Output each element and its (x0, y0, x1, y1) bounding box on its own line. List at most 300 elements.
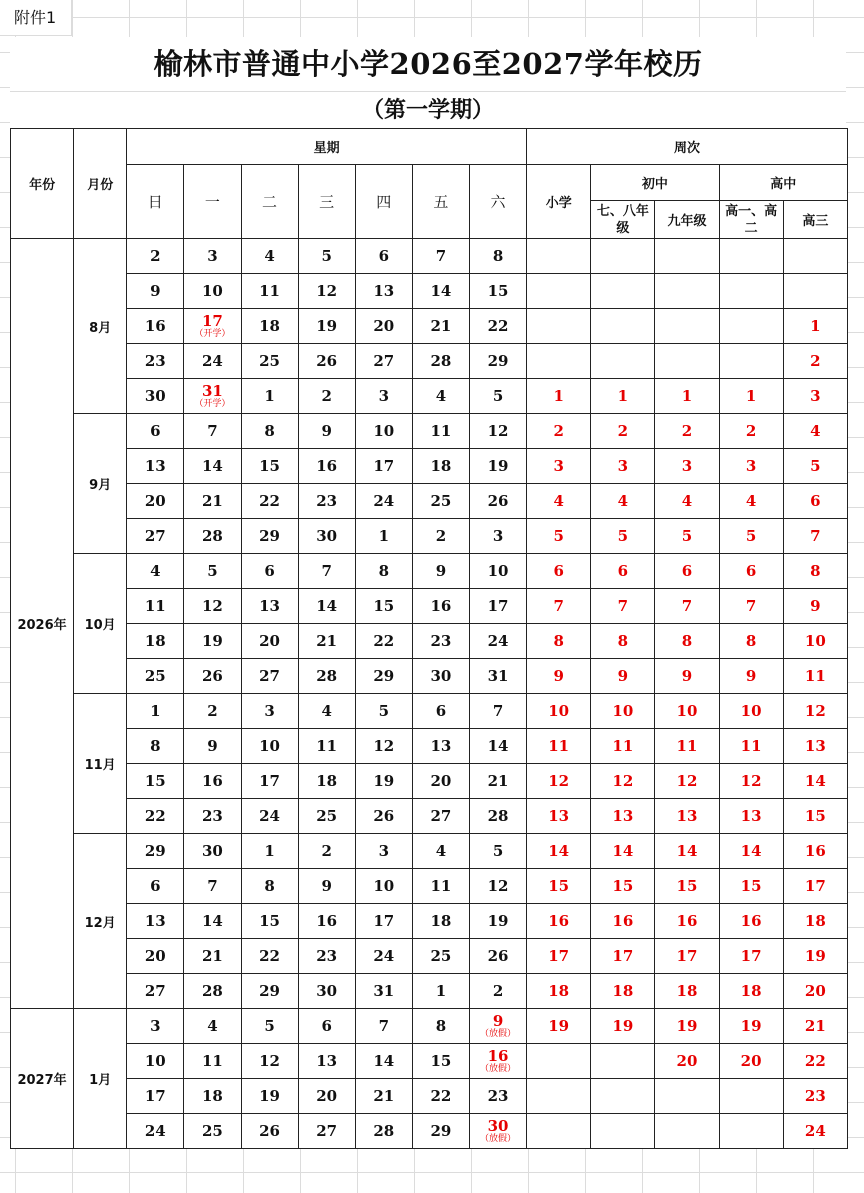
grade-10-11-week-number: 14 (719, 834, 783, 869)
primary-week-number (527, 1044, 591, 1079)
year-cell: 2027年 (11, 1009, 74, 1149)
day-note: （放假） (480, 1028, 517, 1039)
primary-week-number: 3 (527, 449, 591, 484)
calendar-week-row (11, 694, 848, 729)
day-cell: 29 (355, 659, 412, 694)
grade-12-week-number: 10 (783, 624, 847, 659)
semester-subtitle: （第一学期） (10, 92, 846, 128)
day-cell: 18 (127, 624, 184, 659)
day-cell: 9 (298, 414, 355, 449)
day-cell: 7 (470, 694, 527, 729)
day-cell: 8 (241, 414, 298, 449)
grade-10-11-week-number (719, 239, 783, 274)
day-cell: 26 (355, 799, 412, 834)
day-cell: 2 (470, 974, 527, 1009)
day-note: （开学） (194, 328, 231, 339)
primary-week-number: 6 (527, 554, 591, 589)
day-cell: 17 (127, 1079, 184, 1114)
day-cell: 12 (298, 274, 355, 309)
calendar-week-row (11, 239, 848, 274)
day-cell: 24 (184, 344, 241, 379)
primary-week-number (527, 274, 591, 309)
day-cell: 9 (184, 729, 241, 764)
calendar-week-row (11, 274, 848, 309)
grade-12-week-number: 21 (783, 1009, 847, 1044)
primary-school-header: 小学 (527, 165, 591, 239)
day-cell: 9 (127, 274, 184, 309)
day-cell: 28 (470, 799, 527, 834)
grade-7-8-week-number: 4 (591, 484, 655, 519)
day-cell: 24 (241, 799, 298, 834)
grade-10-11-week-number: 8 (719, 624, 783, 659)
calendar-week-row (11, 1044, 848, 1079)
grade-12-week-number: 5 (783, 449, 847, 484)
day-cell: 21 (412, 309, 469, 344)
grade-9-week-number: 3 (655, 449, 719, 484)
grade-7-8-week-number: 13 (591, 799, 655, 834)
day-cell: 15 (355, 589, 412, 624)
day-cell: 30 (412, 659, 469, 694)
day-cell: 28 (412, 344, 469, 379)
day-cell: 27 (127, 519, 184, 554)
day-cell: 7 (184, 869, 241, 904)
day-cell: 24 (470, 624, 527, 659)
calendar-week-row (11, 1079, 848, 1114)
junior-high-header: 初中 (591, 165, 719, 201)
day-cell: 9 (412, 554, 469, 589)
day-cell: 27 (355, 344, 412, 379)
day-cell: 28 (298, 659, 355, 694)
grade-10-11-week-number: 15 (719, 869, 783, 904)
grade-7-8-week-number (591, 1114, 655, 1149)
day-cell: 23 (298, 939, 355, 974)
grade-9-week-number: 20 (655, 1044, 719, 1079)
grade-12-week-number: 17 (783, 869, 847, 904)
calendar-week-row (11, 379, 848, 414)
day-cell: 22 (355, 624, 412, 659)
grade-9-week-number: 12 (655, 764, 719, 799)
day-number: 16 (487, 1046, 509, 1065)
calendar-week-row (11, 974, 848, 1009)
grade-10-11-week-number: 6 (719, 554, 783, 589)
day-cell (184, 379, 241, 414)
day-cell: 3 (127, 1009, 184, 1044)
grade-9-week-number (655, 239, 719, 274)
day-cell: 19 (355, 764, 412, 799)
day-cell: 6 (127, 869, 184, 904)
day-cell: 16 (412, 589, 469, 624)
grade-12-week-number: 14 (783, 764, 847, 799)
day-cell: 12 (241, 1044, 298, 1079)
day-cell: 13 (127, 449, 184, 484)
day-cell: 9 (298, 869, 355, 904)
day-cell: 15 (241, 449, 298, 484)
grade-12-week-number: 2 (783, 344, 847, 379)
grade-10-11-week-number: 9 (719, 659, 783, 694)
calendar-week-row (11, 799, 848, 834)
day-cell: 4 (412, 379, 469, 414)
primary-week-number (527, 1114, 591, 1149)
weekday-header-mon: 一 (184, 165, 241, 239)
day-cell: 25 (184, 1114, 241, 1149)
day-cell: 12 (470, 869, 527, 904)
grade-9-week-number (655, 274, 719, 309)
day-cell: 5 (298, 239, 355, 274)
calendar-week-row (11, 344, 848, 379)
day-cell: 10 (470, 554, 527, 589)
calendar-week-row (11, 554, 848, 589)
day-cell: 20 (355, 309, 412, 344)
day-cell: 16 (298, 904, 355, 939)
weekday-header-thu: 四 (355, 165, 412, 239)
grade-7-8-week-number: 15 (591, 869, 655, 904)
grade-7-8-week-number (591, 344, 655, 379)
day-cell: 4 (412, 834, 469, 869)
day-cell: 3 (241, 694, 298, 729)
grade-12-week-number: 12 (783, 694, 847, 729)
grade-7-8-week-number: 14 (591, 834, 655, 869)
grade-9-week-number (655, 344, 719, 379)
calendar-week-row (11, 1114, 848, 1149)
day-number: 30 (487, 1116, 509, 1135)
grade-9-week-number: 14 (655, 834, 719, 869)
grade-12-week-number: 19 (783, 939, 847, 974)
primary-week-number (527, 1079, 591, 1114)
primary-week-number: 16 (527, 904, 591, 939)
senior-high-header: 高中 (719, 165, 847, 201)
grade-7-8-week-number: 2 (591, 414, 655, 449)
month-cell: 11月 (74, 694, 127, 834)
grade-10-11-week-number: 13 (719, 799, 783, 834)
day-cell: 7 (355, 1009, 412, 1044)
grade-7-8-week-number: 10 (591, 694, 655, 729)
year-header: 年份 (11, 129, 74, 239)
primary-week-number: 11 (527, 729, 591, 764)
grade-10-11-week-number (719, 344, 783, 379)
day-cell: 11 (184, 1044, 241, 1079)
day-cell: 22 (470, 309, 527, 344)
grade-12-week-number: 18 (783, 904, 847, 939)
grade-12-week-number (783, 274, 847, 309)
day-cell: 6 (412, 694, 469, 729)
day-cell: 24 (355, 939, 412, 974)
grade-9-week-number: 15 (655, 869, 719, 904)
grade-7-8-week-number: 11 (591, 729, 655, 764)
weekday-header-tue: 二 (241, 165, 298, 239)
grade-9-week-number (655, 309, 719, 344)
calendar-week-row (11, 659, 848, 694)
day-cell: 16 (184, 764, 241, 799)
day-cell: 11 (298, 729, 355, 764)
grade-12-week-number: 23 (783, 1079, 847, 1114)
day-cell: 13 (412, 729, 469, 764)
day-cell: 1 (412, 974, 469, 1009)
day-cell: 25 (241, 344, 298, 379)
day-cell: 6 (355, 239, 412, 274)
day-cell: 20 (127, 484, 184, 519)
grade-12-week-number: 20 (783, 974, 847, 1009)
grade-7-8-week-number: 9 (591, 659, 655, 694)
day-cell: 14 (298, 589, 355, 624)
day-note: （开学） (194, 398, 231, 409)
weekday-group-header: 星期 (127, 129, 527, 165)
day-cell: 7 (298, 554, 355, 589)
primary-week-number (527, 239, 591, 274)
day-number: 9 (492, 1011, 504, 1030)
day-cell: 11 (127, 589, 184, 624)
day-cell: 30 (184, 834, 241, 869)
primary-week-number: 18 (527, 974, 591, 1009)
day-cell: 2 (184, 694, 241, 729)
day-cell: 25 (412, 484, 469, 519)
day-cell: 23 (184, 799, 241, 834)
week-number-group-header: 周次 (527, 129, 848, 165)
day-cell: 5 (241, 1009, 298, 1044)
day-cell: 8 (412, 1009, 469, 1044)
grade-12-week-number: 22 (783, 1044, 847, 1079)
grade-9-week-number (655, 1114, 719, 1149)
grade-12-week-number: 8 (783, 554, 847, 589)
day-cell: 29 (470, 344, 527, 379)
grade-9-week-number: 11 (655, 729, 719, 764)
weekday-header-fri: 五 (412, 165, 469, 239)
day-cell (184, 309, 241, 344)
day-cell: 2 (298, 834, 355, 869)
day-cell: 22 (412, 1079, 469, 1114)
primary-week-number (527, 344, 591, 379)
grade-7-8-week-number: 16 (591, 904, 655, 939)
day-cell: 19 (470, 904, 527, 939)
grade-10-11-week-number: 20 (719, 1044, 783, 1079)
grade-7-8-week-number (591, 1044, 655, 1079)
day-note: （放假） (480, 1133, 517, 1144)
primary-week-number: 5 (527, 519, 591, 554)
grade-10-11-week-number: 2 (719, 414, 783, 449)
primary-week-number: 7 (527, 589, 591, 624)
day-cell: 27 (241, 659, 298, 694)
attachment-label: 附件1 (0, 0, 72, 36)
month-cell: 9月 (74, 414, 127, 554)
day-cell: 3 (184, 239, 241, 274)
calendar-week-row (11, 449, 848, 484)
day-cell: 14 (470, 729, 527, 764)
month-cell: 8月 (74, 239, 127, 414)
primary-week-number: 8 (527, 624, 591, 659)
calendar-week-row (11, 624, 848, 659)
day-cell: 18 (241, 309, 298, 344)
school-calendar-table (10, 128, 848, 1149)
day-cell: 24 (355, 484, 412, 519)
calendar-week-row (11, 309, 848, 344)
grade-7-8-week-number: 6 (591, 554, 655, 589)
grade-10-11-week-number: 12 (719, 764, 783, 799)
calendar-week-row (11, 484, 848, 519)
day-cell: 3 (470, 519, 527, 554)
grade-10-11-week-number: 16 (719, 904, 783, 939)
day-cell: 18 (298, 764, 355, 799)
day-cell: 15 (127, 764, 184, 799)
day-cell: 25 (412, 939, 469, 974)
day-cell: 11 (412, 414, 469, 449)
primary-week-number: 4 (527, 484, 591, 519)
grade-9-week-number: 2 (655, 414, 719, 449)
day-cell: 28 (355, 1114, 412, 1149)
grade-9-week-number: 16 (655, 904, 719, 939)
day-cell: 14 (412, 274, 469, 309)
day-cell: 15 (470, 274, 527, 309)
grade-12-week-number: 9 (783, 589, 847, 624)
day-cell: 31 (470, 659, 527, 694)
day-cell: 3 (355, 834, 412, 869)
grade-12-week-number: 3 (783, 379, 847, 414)
grade-9-week-number: 6 (655, 554, 719, 589)
grade-7-8-week-number: 8 (591, 624, 655, 659)
day-cell: 16 (127, 309, 184, 344)
day-cell: 25 (298, 799, 355, 834)
day-cell: 2 (127, 239, 184, 274)
day-cell: 2 (412, 519, 469, 554)
day-cell: 8 (127, 729, 184, 764)
primary-week-number: 2 (527, 414, 591, 449)
day-cell: 15 (412, 1044, 469, 1079)
day-cell: 29 (127, 834, 184, 869)
day-cell: 15 (241, 904, 298, 939)
day-cell: 5 (470, 834, 527, 869)
month-cell: 10月 (74, 554, 127, 694)
calendar-week-row (11, 939, 848, 974)
day-cell: 26 (184, 659, 241, 694)
grade-10-11-week-number (719, 1114, 783, 1149)
day-cell (470, 1114, 527, 1149)
day-note: （放假） (480, 1063, 517, 1074)
day-cell: 23 (470, 1079, 527, 1114)
grade-10-11-week-number (719, 274, 783, 309)
grade-12-week-number: 7 (783, 519, 847, 554)
day-cell: 11 (241, 274, 298, 309)
grade-7-8-week-number: 18 (591, 974, 655, 1009)
day-cell: 20 (127, 939, 184, 974)
calendar-week-row (11, 1009, 848, 1044)
primary-week-number: 1 (527, 379, 591, 414)
day-cell: 1 (241, 379, 298, 414)
day-cell: 19 (184, 624, 241, 659)
primary-week-number (527, 309, 591, 344)
day-cell: 30 (298, 519, 355, 554)
day-cell: 25 (127, 659, 184, 694)
day-cell: 23 (298, 484, 355, 519)
day-cell: 16 (298, 449, 355, 484)
grade-10-11-week-number: 5 (719, 519, 783, 554)
day-cell: 24 (127, 1114, 184, 1149)
day-number: 31 (202, 381, 223, 400)
grade-12-week-number: 11 (783, 659, 847, 694)
day-cell: 17 (355, 449, 412, 484)
grade-10-11-week-number: 19 (719, 1009, 783, 1044)
day-cell: 26 (470, 484, 527, 519)
day-cell: 6 (298, 1009, 355, 1044)
grade-10-11-week-number: 1 (719, 379, 783, 414)
day-cell: 21 (184, 484, 241, 519)
day-cell: 10 (127, 1044, 184, 1079)
grade-7-8-header: 七、八年级 (591, 201, 655, 239)
month-header: 月份 (74, 129, 127, 239)
primary-week-number: 17 (527, 939, 591, 974)
grade-10-11-week-number (719, 309, 783, 344)
grade-12-week-number (783, 239, 847, 274)
month-cell: 1月 (74, 1009, 127, 1149)
page-title: 榆林市普通中小学2026至2027学年校历 (10, 37, 846, 92)
grade-12-header: 高三 (783, 201, 847, 239)
grade-10-11-header: 高一、高二 (719, 201, 783, 239)
primary-week-number: 15 (527, 869, 591, 904)
grade-7-8-week-number: 1 (591, 379, 655, 414)
grade-7-8-week-number (591, 309, 655, 344)
day-cell: 2 (298, 379, 355, 414)
calendar-week-row (11, 729, 848, 764)
day-cell: 17 (355, 904, 412, 939)
day-cell: 1 (127, 694, 184, 729)
day-cell: 7 (412, 239, 469, 274)
grade-7-8-week-number: 12 (591, 764, 655, 799)
grade-9-week-number: 17 (655, 939, 719, 974)
day-cell: 17 (241, 764, 298, 799)
day-cell: 1 (241, 834, 298, 869)
grade-9-week-number: 19 (655, 1009, 719, 1044)
grade-7-8-week-number: 7 (591, 589, 655, 624)
grade-10-11-week-number: 17 (719, 939, 783, 974)
grade-7-8-week-number: 5 (591, 519, 655, 554)
day-cell: 4 (298, 694, 355, 729)
day-number: 17 (202, 311, 223, 330)
day-cell: 7 (184, 414, 241, 449)
day-cell: 14 (184, 449, 241, 484)
day-cell: 26 (298, 344, 355, 379)
day-cell: 11 (412, 869, 469, 904)
day-cell: 30 (298, 974, 355, 1009)
grade-12-week-number: 4 (783, 414, 847, 449)
day-cell: 29 (241, 974, 298, 1009)
day-cell: 12 (470, 414, 527, 449)
day-cell: 4 (184, 1009, 241, 1044)
grade-10-11-week-number: 4 (719, 484, 783, 519)
day-cell: 13 (355, 274, 412, 309)
primary-week-number: 12 (527, 764, 591, 799)
grade-9-week-number: 4 (655, 484, 719, 519)
day-cell: 8 (470, 239, 527, 274)
grade-7-8-week-number: 3 (591, 449, 655, 484)
day-cell: 23 (127, 344, 184, 379)
day-cell: 3 (355, 379, 412, 414)
day-cell: 20 (412, 764, 469, 799)
grade-10-11-week-number: 7 (719, 589, 783, 624)
day-cell: 29 (241, 519, 298, 554)
day-cell: 5 (470, 379, 527, 414)
day-cell: 18 (184, 1079, 241, 1114)
grade-7-8-week-number: 19 (591, 1009, 655, 1044)
day-cell: 12 (355, 729, 412, 764)
calendar-week-row (11, 414, 848, 449)
primary-week-number: 13 (527, 799, 591, 834)
day-cell: 22 (241, 939, 298, 974)
grade-9-week-number: 5 (655, 519, 719, 554)
day-cell: 20 (298, 1079, 355, 1114)
day-cell: 19 (470, 449, 527, 484)
grade-12-week-number: 1 (783, 309, 847, 344)
day-cell: 13 (298, 1044, 355, 1079)
day-cell: 21 (298, 624, 355, 659)
day-cell: 27 (127, 974, 184, 1009)
day-cell: 21 (470, 764, 527, 799)
